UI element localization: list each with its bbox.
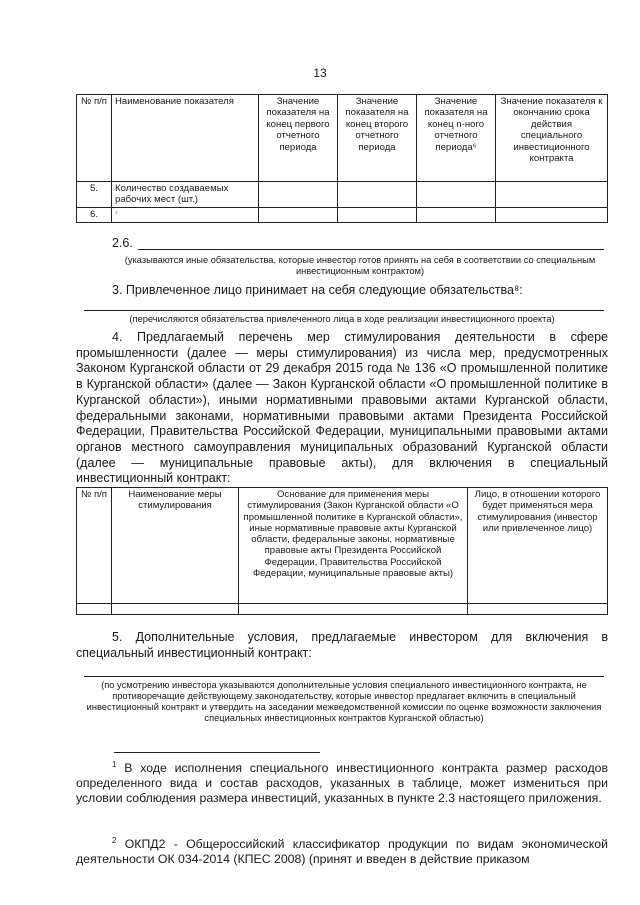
empty-cell	[417, 207, 496, 222]
item-4-paragraph: 4. Предлагаемый перечень мер стимулирования деятельности в сфере промышленности (далее — меры стимулирования) из числа мер, предусмотренных Законом Курганской области от 29 декабря 2015 года № 136 «О промышленной политике в Курганской области» (далее — Закон Курганской области «О промышленной политике в Курганской области»), иными нормативными правовыми актами Курганской области, федеральными законами, нормативными правовыми актами Президента Российской Федерации, Правительства Российской Федерации, муниципальными правовыми актами органов местного самоуправления муниципальных образований Курганской области (далее — муниципальные правовые акты), для включения в специальный инвестиционный контракт:	[76, 330, 608, 486]
indicators-table	[76, 94, 608, 223]
item-2-6-blank-line	[138, 236, 604, 250]
header-num: № п/п	[77, 95, 112, 182]
table-row	[77, 604, 608, 615]
empty-cell	[338, 182, 417, 208]
footnote-2-text: ОКПД2 - Общероссийский классификатор продукции по видам экономической деятельности ОК 034-2014 (КПЕС 2008) (принят и введен в действие приказом	[76, 837, 608, 867]
header-num: № п/п	[77, 488, 112, 604]
empty-cell	[417, 182, 496, 208]
footnote-2	[76, 833, 608, 867]
empty-cell	[468, 604, 608, 615]
header-person: Лицо, в отношении которого будет применяться мера стимулирования (инвестор или привлеченное лицо)	[468, 488, 608, 604]
item-5-blank-line	[84, 664, 604, 677]
table-header-row	[77, 95, 608, 182]
item-3-blank-line	[84, 298, 604, 311]
empty-cell	[259, 182, 338, 208]
item-3-note: (перечисляются обязательства привлеченного лица в ходе реализации инвестиционного проекта)	[129, 314, 555, 324]
empty-cell	[496, 207, 608, 222]
item-2-6-note: (указываются иные обязательства, которые инвестор готов принять на себя в соответствии со специальным инвестиционным контрактом)	[124, 255, 596, 276]
row-num: 5.	[77, 182, 112, 208]
row-name: Количество создаваемых рабочих мест (шт.)	[112, 182, 259, 208]
item-5-note: (по усмотрению инвестора указываются дополнительные условия специального инвестиционного контракта, не противоречащие действующему законодательству, которые инвестор предлагает включить в специальный инвестиционный контракт и утвердить на заседании межведомственной комиссии по оценке возможности заключения специальных инвестиционных контрактов Курганской областью)	[86, 680, 602, 723]
empty-cell	[259, 207, 338, 222]
header-nth-period: Значение показателя на конец n-ного отчетного периода⁶	[417, 95, 496, 182]
footnote-separator	[114, 752, 320, 753]
footnote-2-mark: 2	[112, 836, 117, 845]
header-contract-end: Значение показателя к окончанию срока действия специального инвестиционного контракта	[496, 95, 608, 182]
header-basis: Основание для применения меры стимулирования (Закон Курганской области «О промышленной политике в Курганской области», иные нормативные правовые акты Курганской области, федеральные законы, нормативные правовые акты Президента Российской Федерации, Правительства Российской Федерации, муниципальные правовые акты)	[239, 488, 468, 604]
item-2-6-label: 2.6.	[112, 236, 133, 250]
item-3-text: 3. Привлеченное лицо принимает на себя следующие обязательства⁸:	[112, 283, 523, 297]
header-indicator-name: Наименование показателя	[112, 95, 259, 182]
row-num: 6.	[77, 207, 112, 222]
empty-cell	[239, 604, 468, 615]
row-name: ⁷	[112, 207, 259, 222]
item-5-paragraph: 5. Дополнительные условия, предлагаемые инвестором для включения в специальный инвестиционный контракт:	[76, 630, 608, 660]
header-measure-name: Наименование меры стимулирования	[112, 488, 239, 604]
empty-cell	[112, 604, 239, 615]
empty-cell	[496, 182, 608, 208]
empty-cell	[77, 604, 112, 615]
table-row	[77, 182, 608, 208]
empty-cell	[338, 207, 417, 222]
header-second-period: Значение показателя на конец второго отчетного периода	[338, 95, 417, 182]
footnote-1-mark: 1	[112, 760, 117, 769]
page-number: 13	[313, 66, 327, 80]
header-first-period: Значение показателя на конец первого отчетного периода	[259, 95, 338, 182]
footnote-1-text: В ходе исполнения специального инвестиционного контракта размер расходов определенного вида и состав расходов, указанных в таблице, может измениться при условии соблюдения размера инвестиций, указанных в пункте 2.3 настоящего приложения.	[76, 761, 608, 806]
footnote-1	[76, 757, 608, 806]
stimulus-measures-table	[76, 487, 608, 615]
table-header-row	[77, 488, 608, 604]
table-row	[77, 207, 608, 222]
